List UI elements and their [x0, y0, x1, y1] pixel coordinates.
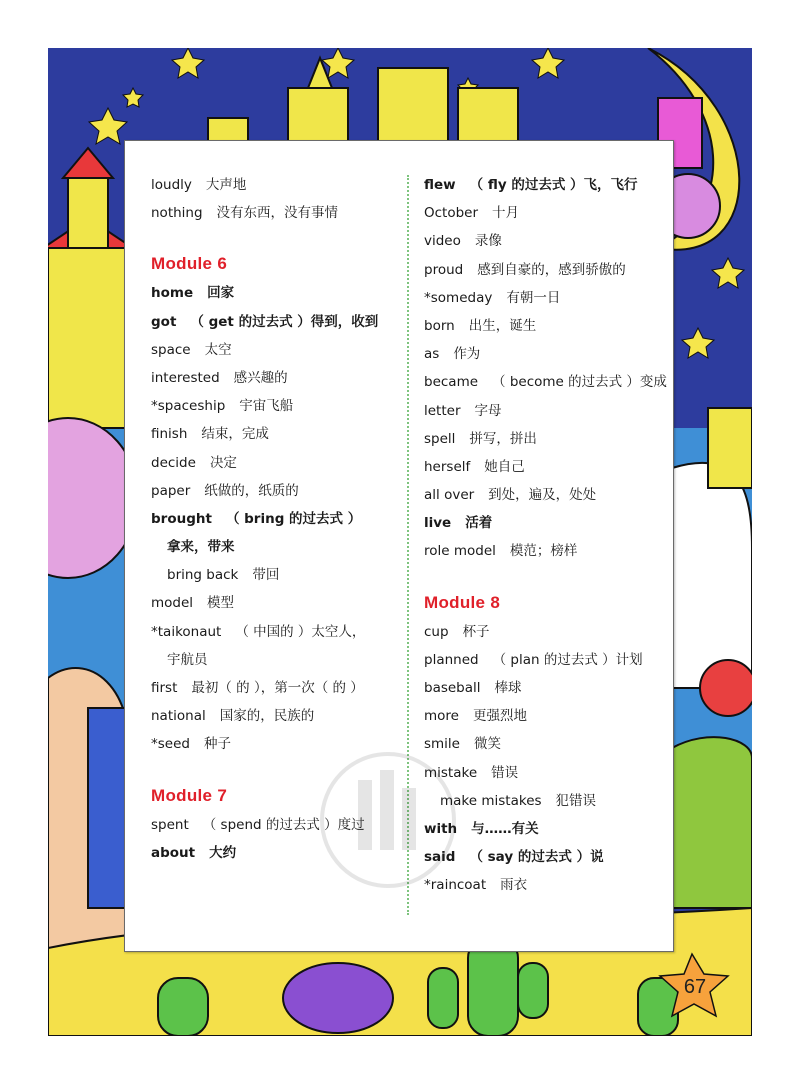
chinese-meaning: 纸做的，纸质的	[204, 482, 299, 499]
chinese-meaning: 太空	[204, 341, 232, 358]
english-word: first	[151, 680, 178, 696]
english-word: born	[424, 317, 455, 334]
vocab-entry	[424, 843, 674, 871]
english-word: paper	[151, 482, 191, 499]
english-word: *someday	[424, 289, 493, 306]
english-word: *seed	[151, 736, 190, 753]
chinese-meaning: 没有东西，没有事情	[216, 205, 339, 222]
english-word: baseball	[424, 680, 481, 696]
chinese-meaning: 出生，诞生	[468, 317, 537, 334]
english-word: national	[151, 708, 206, 725]
english-word: brought	[151, 510, 212, 527]
chinese-meaning: 杯子	[462, 623, 490, 640]
vocab-entry	[151, 392, 401, 420]
vocab-entry	[151, 589, 401, 617]
english-word: planned	[424, 651, 479, 668]
english-word: bring back	[167, 567, 239, 584]
chinese-meaning: 感兴趣的	[233, 369, 288, 386]
vocab-entry	[151, 336, 401, 364]
chinese-meaning: （ say 的过去式 ）说	[469, 849, 604, 866]
chinese-meaning: （ fly 的过去式 ）飞，飞行	[469, 177, 638, 193]
vocab-entry	[151, 533, 401, 561]
english-word: spell	[424, 430, 456, 447]
chinese-meaning: 棒球	[494, 680, 522, 696]
english-word: all over	[424, 487, 475, 504]
vocab-entry	[424, 397, 674, 425]
english-word: herself	[424, 458, 471, 475]
english-word: space	[151, 341, 191, 358]
chinese-meaning: （ get 的过去式 ）得到，收到	[190, 313, 379, 330]
english-word: as	[424, 346, 440, 363]
vocab-entry	[424, 368, 674, 396]
english-word: finish	[151, 426, 188, 443]
chinese-meaning: 结束，完成	[201, 426, 269, 443]
chinese-meaning: 犯错误	[555, 792, 597, 809]
english-word: got	[151, 313, 177, 330]
chinese-meaning: 宇航员	[167, 651, 208, 668]
chinese-meaning: 错误	[491, 764, 519, 781]
chinese-meaning: 模型	[207, 595, 235, 612]
chinese-meaning: 到处，遍及，处处	[488, 487, 597, 504]
english-word: *taikonaut	[151, 623, 222, 640]
module-heading: Module 7	[151, 785, 228, 805]
chinese-meaning: （ plan 的过去式 ）计划	[492, 651, 643, 668]
vocab-entry	[424, 871, 674, 899]
vocab-entry	[151, 477, 401, 505]
chinese-meaning: 决定	[209, 454, 237, 471]
english-word: live	[424, 515, 452, 532]
english-word: make mistakes	[440, 792, 542, 809]
chinese-meaning: 更强烈地	[472, 708, 527, 725]
english-word: home	[151, 285, 194, 302]
vocab-entry	[151, 308, 401, 336]
vocab-entry	[151, 702, 401, 730]
vocab-entry	[424, 256, 674, 284]
chinese-meaning: 微笑	[474, 736, 501, 753]
chinese-meaning: 带回	[252, 567, 280, 584]
vocab-entry	[151, 171, 401, 199]
chinese-meaning: 有朝一日	[506, 289, 561, 306]
page-number: 67	[683, 976, 707, 998]
chinese-meaning: 雨衣	[500, 877, 528, 894]
vocab-entry	[424, 227, 674, 255]
english-word: *spaceship	[151, 398, 226, 415]
vocab-entry	[424, 787, 674, 815]
vocab-entry	[424, 199, 674, 227]
vocab-entry	[424, 815, 674, 843]
module-heading: Module 8	[424, 592, 501, 612]
vocab-entry	[151, 364, 401, 392]
english-word: flew	[424, 177, 456, 193]
chinese-meaning: （ become 的过去式 ）变成	[492, 374, 667, 391]
english-word: video	[424, 233, 461, 250]
chinese-meaning: （ spend 的过去式 ）度过	[202, 816, 365, 833]
chinese-meaning: 字母	[474, 402, 502, 419]
vocab-entry	[424, 171, 674, 199]
vocab-entry	[424, 646, 674, 674]
vocab-entry	[151, 505, 401, 533]
english-word: smile	[424, 736, 460, 753]
right-column	[424, 171, 674, 900]
english-word: October	[424, 205, 479, 222]
english-word: interested	[151, 369, 220, 386]
vocab-entry	[424, 537, 674, 565]
chinese-meaning: 回家	[207, 285, 235, 302]
english-word: said	[424, 849, 456, 866]
chinese-meaning: 活着	[465, 515, 493, 532]
vocab-entry	[151, 199, 401, 227]
english-word: loudly	[151, 177, 192, 193]
chinese-meaning: 拿来，带来	[167, 539, 235, 556]
chinese-meaning: 模范；榜样	[509, 543, 578, 560]
vocab-entry	[424, 453, 674, 481]
english-word: role model	[424, 543, 496, 560]
chinese-meaning: 作为	[453, 346, 481, 363]
module-heading: Module 6	[151, 254, 228, 274]
english-word: model	[151, 595, 194, 612]
chinese-meaning: 感到自豪的，感到骄傲的	[477, 261, 626, 278]
english-word: *raincoat	[424, 877, 487, 894]
vocab-entry	[424, 312, 674, 340]
publisher-watermark-icon	[318, 740, 458, 910]
english-word: nothing	[151, 205, 203, 222]
chinese-meaning: （ bring 的过去式 ）	[225, 510, 362, 527]
english-word: decide	[151, 454, 196, 471]
chinese-meaning: （ 中国的 ）太空人，	[235, 623, 366, 640]
chinese-meaning: 十月	[492, 205, 520, 222]
vocab-entry	[151, 561, 401, 589]
chinese-meaning: 录像	[474, 233, 502, 250]
chinese-meaning: 大声地	[205, 177, 247, 193]
chinese-meaning: 拼写，拼出	[469, 430, 537, 447]
vocab-entry	[424, 509, 674, 537]
english-word: cup	[424, 623, 449, 640]
vocab-entry	[151, 674, 401, 702]
vocab-entry	[424, 702, 674, 730]
vocab-entry	[424, 730, 674, 758]
english-word: spent	[151, 816, 189, 833]
vocab-entry	[424, 618, 674, 646]
vocab-entry	[151, 646, 401, 674]
english-word: mistake	[424, 764, 478, 781]
chinese-meaning: 大约	[209, 844, 237, 861]
vocab-entry	[151, 618, 401, 646]
english-word: proud	[424, 261, 464, 278]
chinese-meaning: 国家的，民族的	[219, 708, 315, 725]
english-word: about	[151, 844, 196, 861]
english-word: with	[424, 820, 458, 837]
vocab-entry	[151, 449, 401, 477]
chinese-meaning: 她自己	[484, 458, 525, 475]
chinese-meaning: 与……有关	[471, 820, 539, 837]
vocab-entry	[424, 674, 674, 702]
english-word: more	[424, 708, 459, 725]
vocab-entry	[424, 340, 674, 368]
chinese-meaning: 宇宙飞船	[239, 398, 294, 415]
english-word: became	[424, 374, 479, 391]
vocab-entry	[424, 759, 674, 787]
vocab-entry	[424, 284, 674, 312]
vocab-entry	[151, 279, 401, 307]
vocab-entry	[424, 425, 674, 453]
vocab-entry	[151, 420, 401, 448]
english-word: letter	[424, 402, 461, 419]
chinese-meaning: 种子	[203, 736, 231, 753]
vocab-entry	[424, 481, 674, 509]
chinese-meaning: 最初（ 的 ），第一次（ 的 ）	[191, 680, 364, 696]
